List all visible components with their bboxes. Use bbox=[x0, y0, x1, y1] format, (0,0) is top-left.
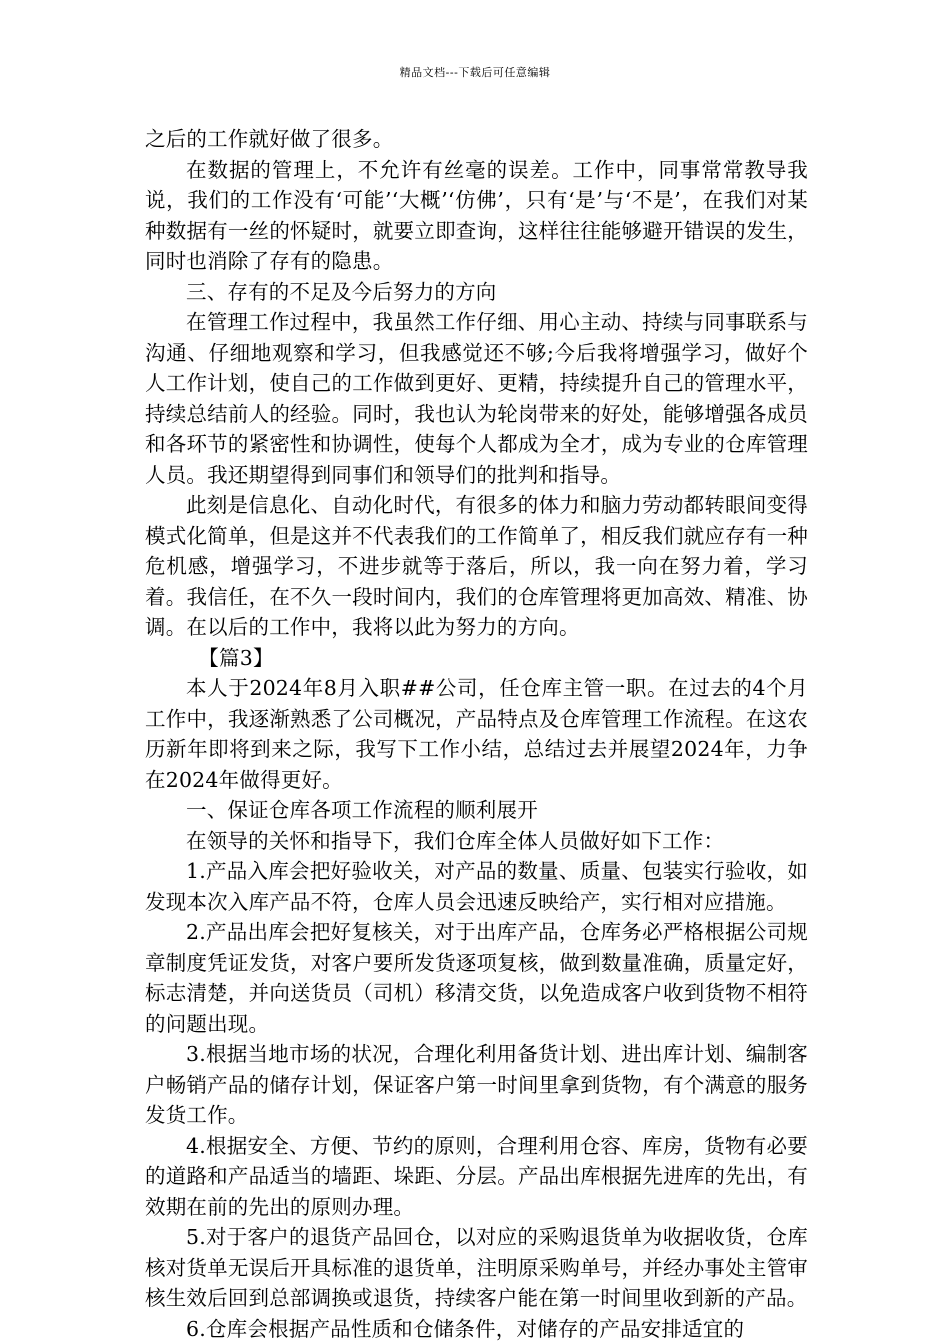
section-heading: 一、保证仓库各项工作流程的顺利展开 bbox=[186, 798, 538, 822]
paragraph: 在数据的管理上，不允许有丝毫的误差。工作中，同事常常教导我说，我们的工作没有‘可能’‘大概’‘仿佛’，只有‘是’与‘不是’，在我们对某种数据有一丝的怀疑时，就要立即查询，这样往往能够避开错误的发生，同时也消除了存有的隐患。 bbox=[145, 157, 808, 273]
paragraph: 本人于2024年8月入职##公司，任仓库主管一职。在过去的4个月工作中，我逐渐熟悉了公司概况，产品特点及仓库管理工作流程。在这农历新年即将到来之际，我写下工作小结，总结过去并展望2024年，力争在2024年做得更好。 bbox=[145, 676, 808, 792]
document-body bbox=[145, 124, 808, 1344]
list-item: 1.产品入库会把好验收关，对产品的数量、质量、包装实行验收，如发现本次入库产品不符，仓库人员会迅速反映给产，实行相对应措施。 bbox=[145, 859, 808, 914]
page-header: 精品文档---下载后可任意编辑 bbox=[399, 66, 551, 79]
section-heading: 三、存有的不足及今后努力的方向 bbox=[186, 279, 497, 304]
paragraph: 此刻是信息化、自动化时代，有很多的体力和脑力劳动都转眼间变得模式化简单，但是这并不代表我们的工作简单了，相反我们就应存有一种危机感，增强学习，不进步就等于落后，所以，我一向在努力着，学习着。我信任，在不久一段时间内，我们的仓库管理将更加高效、精准、协调。在以后的工作中，我将以此为努力的方向。 bbox=[145, 493, 808, 639]
list-item: 4.根据安全、方便、节约的原则，合理利用仓容、库房，货物有必要的道路和产品适当的墙距、垛距、分层。产品出库根据先进库的先出，有效期在前的先出的原则办理。 bbox=[145, 1133, 808, 1219]
paragraph: 之后的工作就好做了很多。 bbox=[145, 127, 394, 151]
list-item: 3.根据当地市场的状况，合理化利用备货计划、进出库计划、编制客户畅销产品的储存计划，保证客户第一时间里拿到货物，有个满意的服务发货工作。 bbox=[145, 1042, 808, 1127]
paragraph: 在领导的关怀和指导下，我们仓库全体人员做好如下工作： bbox=[186, 828, 725, 853]
list-item: 6.仓库会根据产品性质和仓储条件，对储存的产品安排适宜的 bbox=[186, 1316, 745, 1341]
list-item: 2.产品出库会把好复核关，对于出库产品，仓库务必严格根据公司规章制度凭证发货，对客户要所发货逐项复核，做到数量准确，质量定好，标志清楚，并向送货员（司机）移清交货，以免造成客户收到货物不相符的问题出现。 bbox=[145, 920, 808, 1036]
paragraph: 在管理工作过程中，我虽然工作仔细、用心主动、持续与同事联系与沟通、仔细地观察和学习，但我感觉还不够;今后我将增强学习，做好个人工作计划，使自己的工作做到更好、更精，持续提升自己的管理水平，持续总结前人的经验。同时，我也认为轮岗带来的好处，能够增强各成员和各环节的紧密性和协调性，使每个人都成为全才，成为专业的仓库管理人员。我还期望得到同事们和领导们的批判和指导。 bbox=[145, 310, 808, 487]
chapter-heading: 【篇3】 bbox=[198, 645, 274, 670]
list-item: 5.对于客户的退货产品回仓，以对应的采购退货单为收据收货，仓库核对货单无误后开具标准的退货单，注明原采购单号，并经办事处主管审核生效后回到总部调换或退货，持续客户能在第一时间里收到新的产品。 bbox=[145, 1225, 808, 1310]
